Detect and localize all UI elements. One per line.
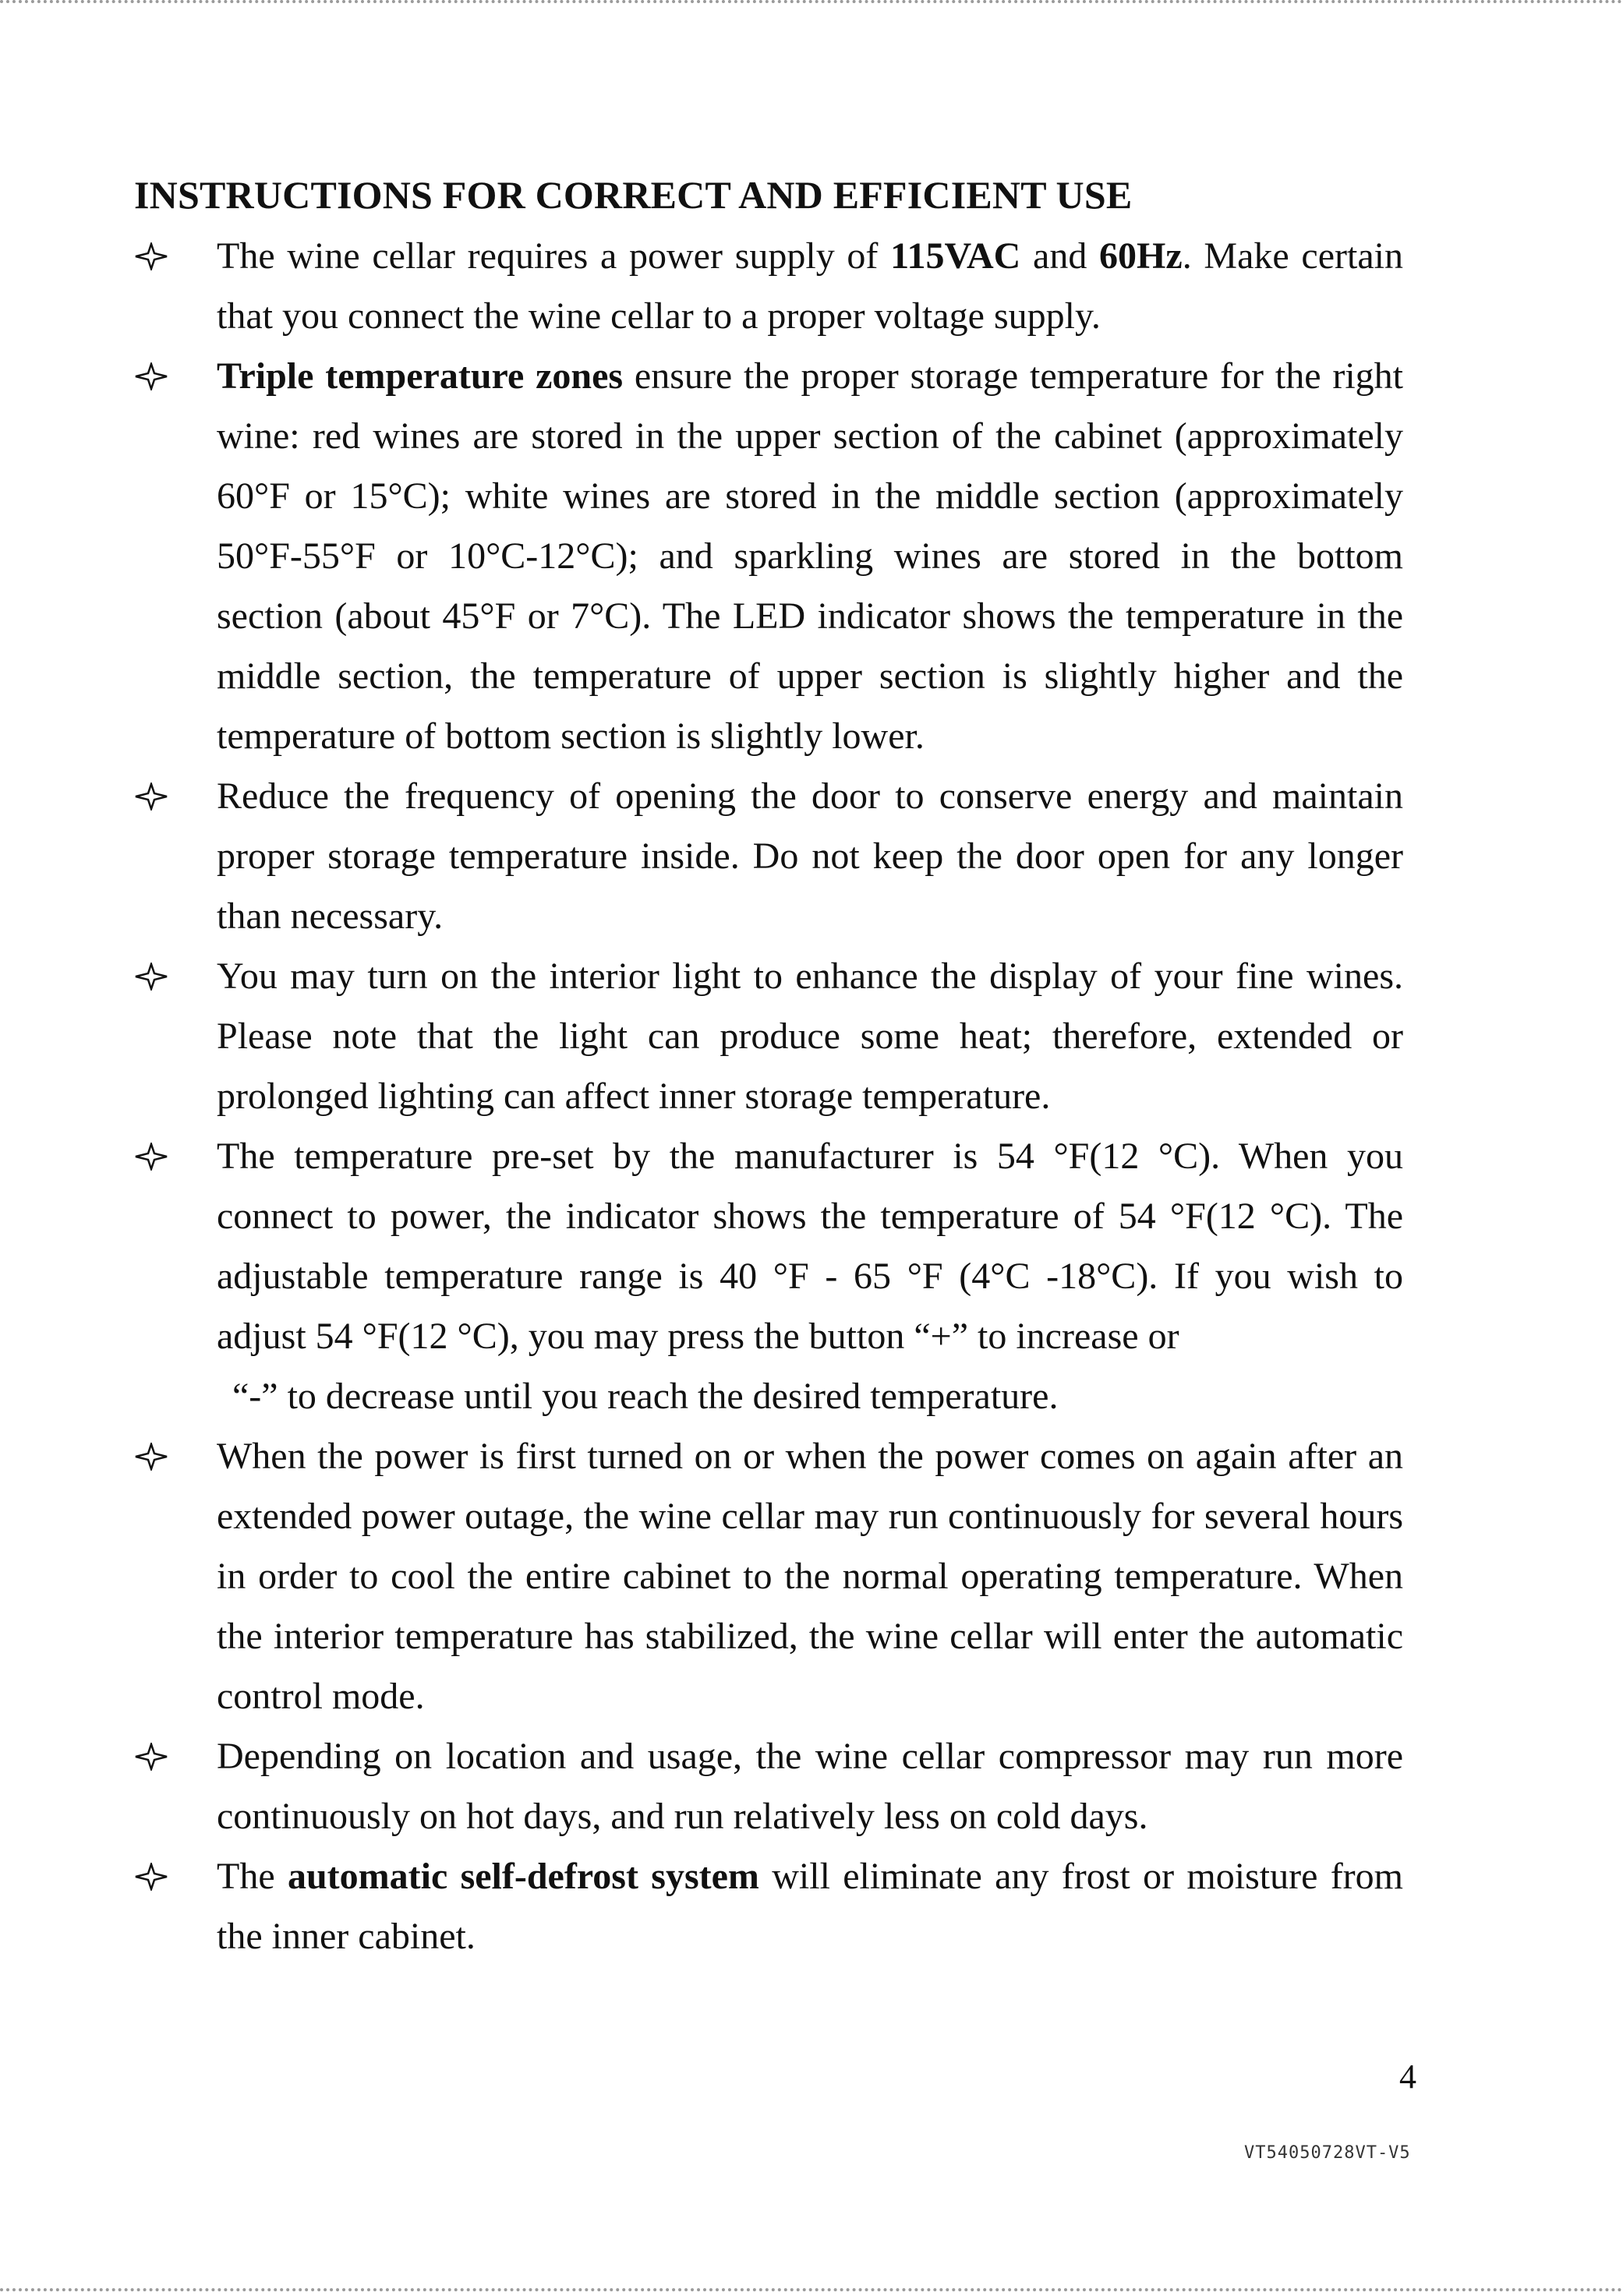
item-text xyxy=(217,1856,1403,1957)
document-code: VT54050728VT-V5 xyxy=(1244,2143,1411,2163)
page-number: 4 xyxy=(1399,2058,1416,2096)
item-text xyxy=(217,355,1403,757)
scan-top-edge xyxy=(0,0,1623,6)
scan-bottom-edge xyxy=(0,2285,1623,2291)
list-item-power-on xyxy=(134,1426,1403,1726)
list-item-compressor xyxy=(134,1726,1403,1846)
text-segment: ensure the proper storage temperature for the right wine: red wines are stored in the upper section of the cabinet (approximately 60°F or 15°C); white wines are stored in the middle section (approximately 50°F-55°F or 10°C-12°C); and sparkling wines are stored in the bottom section (about 45°F or 7°C). The LED indicator shows the temperature in the middle section, the temperature of upper section is slightly higher and the temperature of bottom section is slightly lower. xyxy=(217,355,1403,757)
item-text: When the power is first turned on or when the power comes on again after an extended power outage, the wine cellar may run continuously for several hours in order to cool the entire cabinet to the normal operating temperature. When the interior temperature has stabilized, the wine cellar will enter the automatic control mode. xyxy=(217,1436,1403,1717)
emphasis-text: automatic self-defrost system xyxy=(287,1856,759,1897)
item-text: Depending on location and usage, the wine cellar compressor may run more continuously on hot days, and run relatively less on cold days. xyxy=(217,1736,1403,1837)
list-item-self-defrost xyxy=(134,1846,1403,1966)
text-segment: The xyxy=(217,1856,288,1897)
list-item-preset-temperature xyxy=(134,1126,1403,1426)
voltage-value: 115VAC xyxy=(890,235,1021,277)
page-heading: INSTRUCTIONS FOR CORRECT AND EFFICIENT USE xyxy=(134,173,1133,217)
item-text: Reduce the frequency of opening the door to conserve energy and maintain proper storage temperature inside. Do not keep the door open for any longer than necessary. xyxy=(217,775,1403,937)
document-page xyxy=(134,170,1403,1966)
instructions-list xyxy=(134,226,1403,1966)
list-item-door-opening xyxy=(134,766,1403,946)
list-item-temperature-zones xyxy=(134,346,1403,766)
item-text xyxy=(217,235,1403,337)
list-item-power-supply xyxy=(134,226,1403,346)
text-segment: . Make certain that you connect the wine cellar to a proper voltage supply. xyxy=(217,235,1403,337)
frequency-value: 60Hz xyxy=(1099,235,1183,277)
four-point-star-outline-icon xyxy=(134,242,168,270)
four-point-star-outline-icon xyxy=(134,782,168,811)
four-point-star-outline-icon xyxy=(134,1863,168,1891)
four-point-star-outline-icon xyxy=(134,963,168,991)
four-point-star-outline-icon xyxy=(134,1443,168,1471)
text-segment: The wine cellar requires a power supply of xyxy=(217,235,891,277)
item-text: You may turn on the interior light to enhance the display of your fine wines. Please note that the light can produce some heat; therefore, extended or prolonged lighting can affect inner storage temperature. xyxy=(217,955,1403,1117)
text-segment: will eliminate any frost or moisture from the inner cabinet. xyxy=(217,1856,1404,1957)
four-point-star-outline-icon xyxy=(134,1743,168,1771)
text-segment: and xyxy=(1020,235,1100,277)
text-segment: The temperature pre-set by the manufacturer is 54 °F(12 °C). When you connect to power, the indicator shows the temperature of 54 °F(12 °C). The adjustable temperature range is 40 °F - 65 °F (4°C -18°C). If you wish to adjust 54 °F(12 °C), you may press the button “+” to increase or xyxy=(217,1136,1403,1357)
four-point-star-outline-icon xyxy=(134,362,168,390)
four-point-star-outline-icon xyxy=(134,1143,168,1171)
text-segment: “-” to decrease until you reach the desired temperature. xyxy=(232,1376,1059,1417)
item-text xyxy=(217,1136,1403,1426)
list-item-interior-light xyxy=(134,946,1403,1126)
emphasis-text: Triple temperature zones xyxy=(217,355,624,397)
